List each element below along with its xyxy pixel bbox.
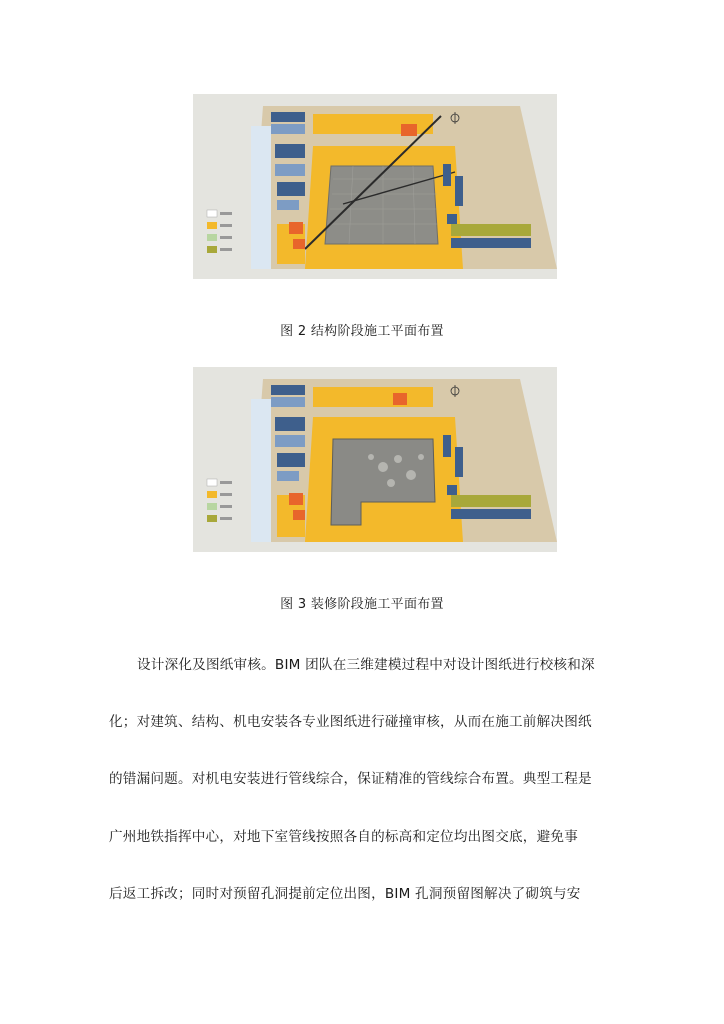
paragraph-line: 化；对建筑、结构、机电安装各专业图纸进行碰撞审核，从而在施工前解决图纸 [109,714,592,730]
figure-caption: 图 2 结构阶段施工平面布置 [280,324,444,339]
paragraph-line: 后返工拆改；同时对预留孔洞提前定位出图，BIM 孔洞预留图解决了砌筑与安 [109,886,581,902]
site-plan-image [193,367,557,552]
paragraph-line: 广州地铁指挥中心，对地下室管线按照各自的标高和定位均出图交底，避免事 [109,829,578,845]
figure-structure-stage-site-plan [193,94,557,279]
legend [207,210,232,253]
figure-decoration-stage-site-plan [193,367,557,552]
site-plan-image [193,94,557,279]
legend [207,479,232,522]
paragraph-line: 设计深化及图纸审核。BIM 团队在三维建模过程中对设计图纸进行校核和深 [137,657,595,673]
paragraph-line: 的错漏问题。对机电安装进行管线综合，保证精准的管线综合布置。典型工程是 [109,771,592,787]
figure-caption: 图 3 装修阶段施工平面布置 [280,597,444,612]
